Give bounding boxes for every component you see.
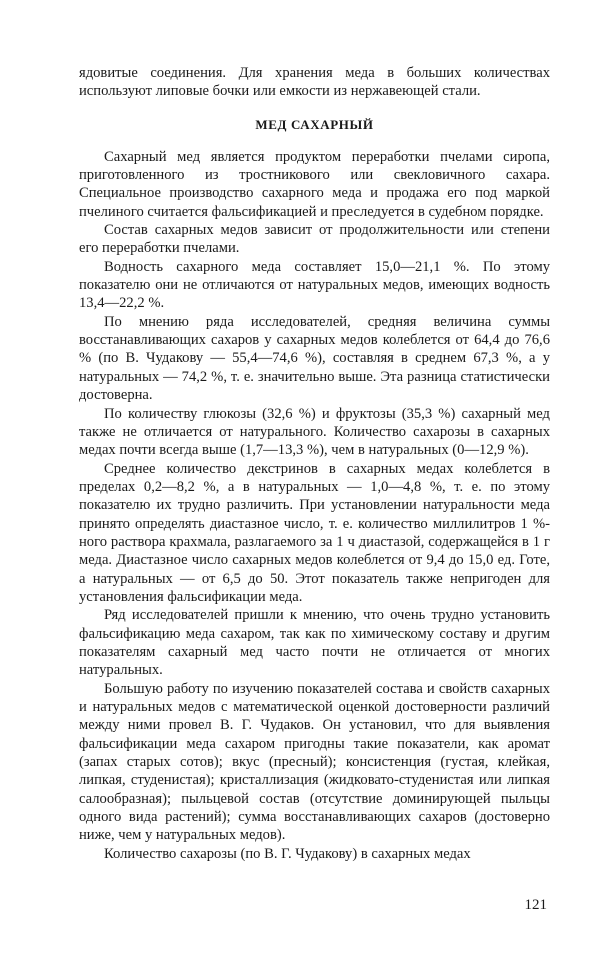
paragraph: Водность сахарного меда составляет 15,0—21,1 %. По этому показателю они не отличаются от натуральных медов, имеющих водность 13,4—22,2 %. xyxy=(79,258,550,312)
paragraph: Ряд исследователей пришли к мнению, что очень трудно установить фальсификацию меда сахаром, так как по химическому составу и другим показателям сахарный мед часто почти не отличается от многих натуральных. xyxy=(79,607,550,679)
paragraph: По мнению ряда исследователей, средняя величина суммы восстанавливающих сахаров у сахарных медов колеблется от 64,4 до 76,6 % (по В. Чудакову — 55,4—74,6 %), составляя в среднем 67,3 %, а у натуральных — 74,2 %, т. е. значительно выше. Эта разница статистически достоверна. xyxy=(79,313,550,404)
intro-paragraph: ядовитые соединения. Для хранения меда в больших количествах используют липовые бочки или емкости из нержавеющей стали. xyxy=(79,65,550,100)
paragraph: Состав сахарных медов зависит от продолжительности или степени его переработки пчелами. xyxy=(79,222,550,257)
paragraph: Большую работу по изучению показателей состава и свойств сахарных и натуральных медов с математической оценкой достоверности различий между ними провел В. Г. Чудаков. Он установил, что для выявления фальсификации меда сахаром пригодны такие показатели, как аромат (запах старых сотов); вкус (пресный); консистенция (густая, клейкая, липкая, студенистая); кристаллизация (жидковато-студенистая или липкая салообразная); пыльцевой состав (отсутствие доминирующей пыльцы одного вида растений); сумма восстанавливающих сахаров (достоверно ниже, чем у натуральных медов). xyxy=(79,680,550,844)
page-body xyxy=(79,64,550,863)
paragraph: Количество сахарозы (по В. Г. Чудакову) в сахарных медах xyxy=(104,845,471,862)
paragraph: По количеству глюкозы (32,6 %) и фруктозы (35,3 %) сахарный мед также не отличается от натурального. Количество сахарозы в сахарных медах почти всегда выше (1,7—13,3 %), чем в натуральных (0—12,9 %). xyxy=(79,405,550,459)
page-number: 121 xyxy=(524,897,547,913)
paragraph: Среднее количество декстринов в сахарных медах колеблется в пределах 0,2—8,2 %, а в натуральных — 1,0—4,8 %, т. е. по этому показателю их трудно различить. При установлении натуральности меда принято определять диастазное число, т. е. количество миллилитров 1 %-ного раствора крахмала, разлагаемого за 1 ч диастазой, содержащейся в 1 г меда. Диастазное число сахарных медов колеблется от 9,4 до 15,0 ед. Готе, а натуральных — от 6,5 до 50. Этот показатель также непригоден для установления фальсификации меда. xyxy=(79,460,550,605)
section-title: МЕД САХАРНЫЙ xyxy=(255,116,374,132)
paragraph: Сахарный мед является продуктом переработки пчелами сиропа, приготовленного из тростникового или свекловичного сахара. Специальное производство сахарного меда и продажа его под маркой пчелиного считается фальсификацией и преследуется в судебном порядке. xyxy=(79,148,550,220)
